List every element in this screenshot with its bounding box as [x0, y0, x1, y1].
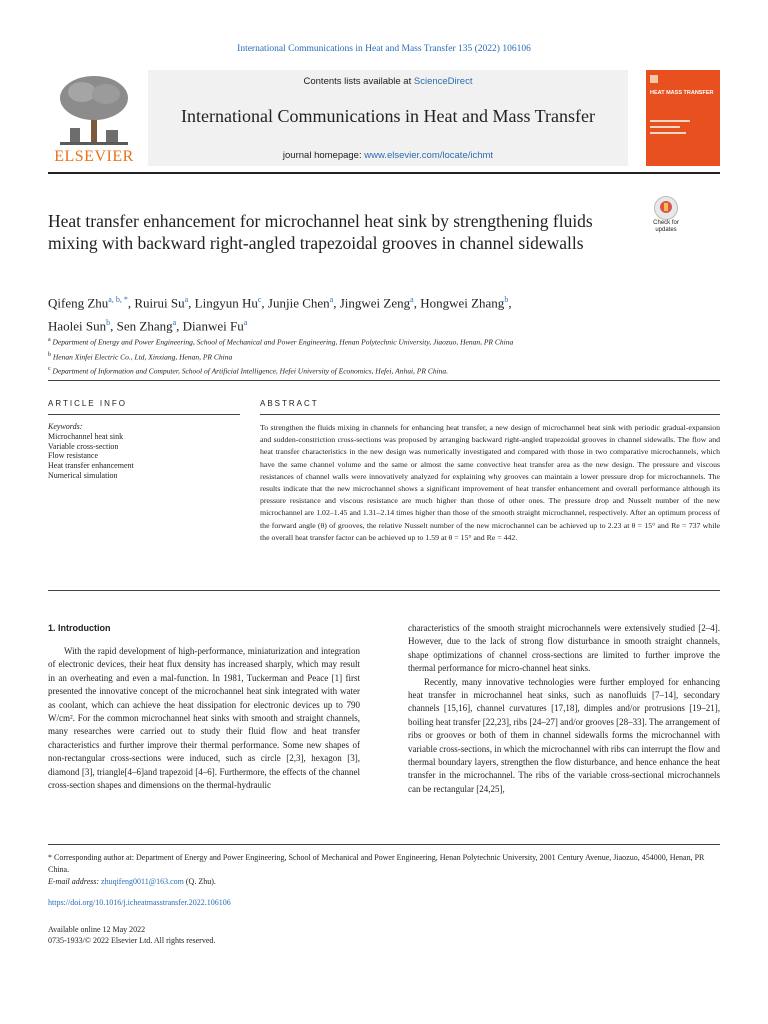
corresponding-author-text: * Corresponding author at: Department of Energy and Power Engineering, School of Mechanical and Power Engineering, Henan Polytechnic University, 2001 Century Avenue, Jiaozuo, 454000, Henan, PR China.: [48, 853, 705, 874]
copyright-notice: 0735-1933/© 2022 Elsevier Ltd. All rights reserved.: [48, 936, 216, 945]
contents-prefix: Contents lists available at: [303, 76, 414, 87]
email-label: E-mail address:: [48, 877, 102, 886]
affiliation-text: Henan Xinfei Electric Co., Ltd, Xinxiang, Henan, PR China: [52, 352, 233, 361]
author-affil-mark[interactable]: a: [184, 295, 189, 304]
author-name[interactable]: Sen Zhang: [116, 318, 173, 334]
journal-header: [48, 70, 720, 170]
journal-banner: [148, 70, 628, 166]
abstract-divider: [260, 414, 720, 415]
affiliation-item: [48, 363, 728, 378]
paper-title: Heat transfer enhancement for microchannel heat sink by strengthening fluids mixing with backward right-angled trapezoidal grooves in channel sidewalls: [48, 211, 593, 253]
homepage-prefix: journal homepage:: [282, 150, 365, 161]
elsevier-wordmark: ELSEVIER: [54, 148, 134, 165]
check-updates-label: Check for updates: [653, 220, 679, 233]
email-link[interactable]: zhuqifeng0011@163.com: [101, 877, 184, 886]
keyword-item: Flow resistance: [48, 451, 98, 461]
sciencedirect-link[interactable]: ScienceDirect: [413, 76, 473, 87]
elsevier-logo[interactable]: [48, 70, 140, 168]
section-heading-introduction: 1. Introduction: [48, 623, 111, 633]
check-for-updates-button[interactable]: [644, 194, 688, 238]
affiliation-item: [48, 334, 728, 349]
journal-homepage-line: [148, 150, 628, 161]
contents-available-line: [148, 76, 628, 87]
author-affil-mark[interactable]: a: [172, 318, 177, 328]
abstract-text: To strengthen the fluids mixing in channels for enhancing heat transfer, a new design of microchannel heat sink with periodic gradual-expansion and sudden-constriction cross-sections was proposed by arranging backward right-angled trapezoidal grooves in channel sidewalls. The flow and heat transfer characteristics in the new design was numerically investigated and compared with those in two comparative microchannels, which have the same channel volume and the same or almost the same convective heat transfer area as the new design. The pressure and viscous resistances of channel walls were innovatively analyzed for explaining why grooves can maintain a lower pressure drop for microchannels. The results indicate that the new microchannel shows a significant improvement of heat transfer enhancement and overall performance although its pressure resistance and viscous resistance are much higher than those of other ones. The pressure drop and Nusselt number of the new microchannel are 1.02–1.45 and 1.31–2.14 times higher than those of the smooth straight microchannel, respectively. After an optimum process of the forward angle (θ) of grooves, the relative Nusselt number of the new microchannel can be achieved up to 2.23 at θ = 15° and Re = 737 while the overall heat transfer factor can be achieved up to 1.59 at θ = 15° and Re = 442.: [260, 423, 720, 542]
email-line: [48, 876, 720, 888]
email-suffix: (Q. Zhu).: [183, 877, 216, 886]
author-name[interactable]: Ruirui Su: [134, 295, 185, 311]
author-affil-mark[interactable]: a: [243, 318, 248, 328]
elsevier-tree-icon: [56, 72, 132, 146]
affiliation-text: Department of Energy and Power Engineering, School of Mechanical and Power Engineering, Henan Polytechnic University, Jiaozuo, Henan, PR China: [52, 337, 514, 347]
body-paragraph: Recently, many innovative technologies were further employed for enhancing heat transfer in microchannel heat sinks, such as nanofluids [7–14], secondary channels [15,16], channel curvatures [17,18], dimples and/or protrusions [19–21], boiling heat transfer [22,23], ribs [24–27] and/or grooves [28–33]. The arrangement of ribs or grooves or both of them in channel sidewalls forms the microchannel with variable cross-sections, in which the microchannel with ribs can interrupt the flow and thermal boundary layers, strengthen the flow disturbance, and hence enhance the heat transfer in the microchannel. The ribs of the variable cross-sectional microchannels can be rectangular [24,25],: [408, 676, 720, 794]
affiliation-text: Department of Information and Computer, School of Artificial Intelligence, Hefei University of Economics, Hefei, Anhui, PR China.: [52, 366, 449, 376]
affiliation-item: [48, 349, 728, 364]
section-divider: [48, 380, 720, 381]
body-right-column: [408, 622, 720, 796]
affiliation-mark: c: [48, 366, 51, 372]
author-name[interactable]: Lingyun Hu: [194, 295, 258, 311]
footnote-divider: [48, 844, 720, 845]
body-paragraph: With the rapid development of high-performance, miniaturization and integration of electronic devices, their heat flux density has increased sharply, which may result in an overheating and even a mal-function. In 1981, Tuckerman and Peace [1] first presented the innovative concept of the microchannel heat sink integrated with water as coolant, which can achieve the heat dissipation for electronic devices up to 790 W/cm². For the common microchannel heat sinks with smooth and straight channels, many researches were carried out to study their fluid flow and heat transfer characteristics and further improve their thermal performance. Some new shapes of non-rectangular cross-sections were induced, such as circle [2,3], hexagon [3], diamond [3], triangle[4–6]and trapezoid [4–6]. Furthermore, the effects of the channel cross-section shapes and dimensions on the thermal-hydraulic: [48, 646, 360, 791]
article-info-divider: [48, 414, 240, 415]
body-paragraph: characteristics of the smooth straight microchannels were extensively studied [2–4]. However, due to the lack of strong flow disturbance in smooth straight channels, shape optimizations of channel cross-sections are limited to further improve the thermal performance for micro-channel heat sinks.: [408, 623, 720, 674]
cover-text-line: [650, 126, 680, 128]
keywords-block: [48, 422, 240, 481]
cover-logo: [650, 75, 658, 83]
author-affil-mark[interactable]: a: [410, 295, 414, 304]
author-name[interactable]: Hongwei Zhang: [420, 295, 505, 311]
keyword-item: Variable cross-section: [48, 441, 119, 451]
keywords-label: Keywords:: [48, 422, 83, 431]
author-affil-mark[interactable]: b: [504, 295, 509, 304]
doi-link[interactable]: https://doi.org/10.1016/j.icheatmasstransfer.2022.106106: [48, 898, 231, 907]
author-affil-mark[interactable]: c: [257, 295, 262, 304]
cover-text-line: [650, 132, 686, 134]
corresponding-author-footnote: [48, 852, 720, 888]
affiliation-list: [48, 334, 728, 378]
affiliation-mark: a: [48, 337, 51, 343]
abstract-heading: ABSTRACT: [260, 399, 319, 408]
keyword-item: Heat transfer enhancement: [48, 461, 134, 471]
author-affil-mark[interactable]: b: [106, 318, 111, 328]
journal-homepage-link[interactable]: www.elsevier.com/locate/ichmt: [364, 150, 494, 161]
author-name[interactable]: Junjie Chen: [267, 295, 330, 311]
cover-text-line: [650, 120, 690, 122]
author-name[interactable]: Dianwei Fu: [182, 318, 244, 334]
cover-title: HEAT MASS TRANSFER: [650, 90, 714, 96]
keyword-item: Numerical simulation: [48, 470, 118, 480]
publication-info: [48, 924, 215, 946]
available-online-date: Available online 12 May 2022: [48, 925, 146, 934]
journal-reference-link[interactable]: International Communications in Heat and Mass Transfer 135 (2022) 106106: [237, 44, 531, 54]
author-name[interactable]: Haolei Sun: [48, 318, 107, 334]
author-name[interactable]: Qifeng Zhu: [48, 295, 109, 311]
header-divider: [48, 172, 720, 174]
body-left-column: [48, 622, 360, 792]
article-info-heading: ARTICLE INFO: [48, 399, 127, 408]
author-list: Qifeng Zhu$^{a, b, *}$, Ruirui Su$^a$, Lingyun Hu$^c$, Junjie Chen$^a$, Jingwei Zeng$^a$, Hongwei Zhang$^b$, Haolei Sun$^b$, Sen Zhang$^a$, Dianwei Fu$^a$: [48, 295, 512, 334]
author-affil-mark[interactable]: a, b, *: [108, 295, 128, 304]
abstract-bottom-divider: [48, 590, 720, 591]
author-affil-mark[interactable]: a: [329, 295, 334, 304]
journal-title[interactable]: International Communications in Heat and Mass Transfer: [181, 106, 595, 126]
keyword-item: Microchannel heat sink: [48, 431, 124, 441]
check-updates-icon: [654, 196, 678, 220]
affiliation-mark: b: [48, 351, 51, 358]
journal-cover-thumbnail[interactable]: [646, 70, 720, 166]
author-name[interactable]: Jingwei Zeng: [339, 295, 411, 311]
